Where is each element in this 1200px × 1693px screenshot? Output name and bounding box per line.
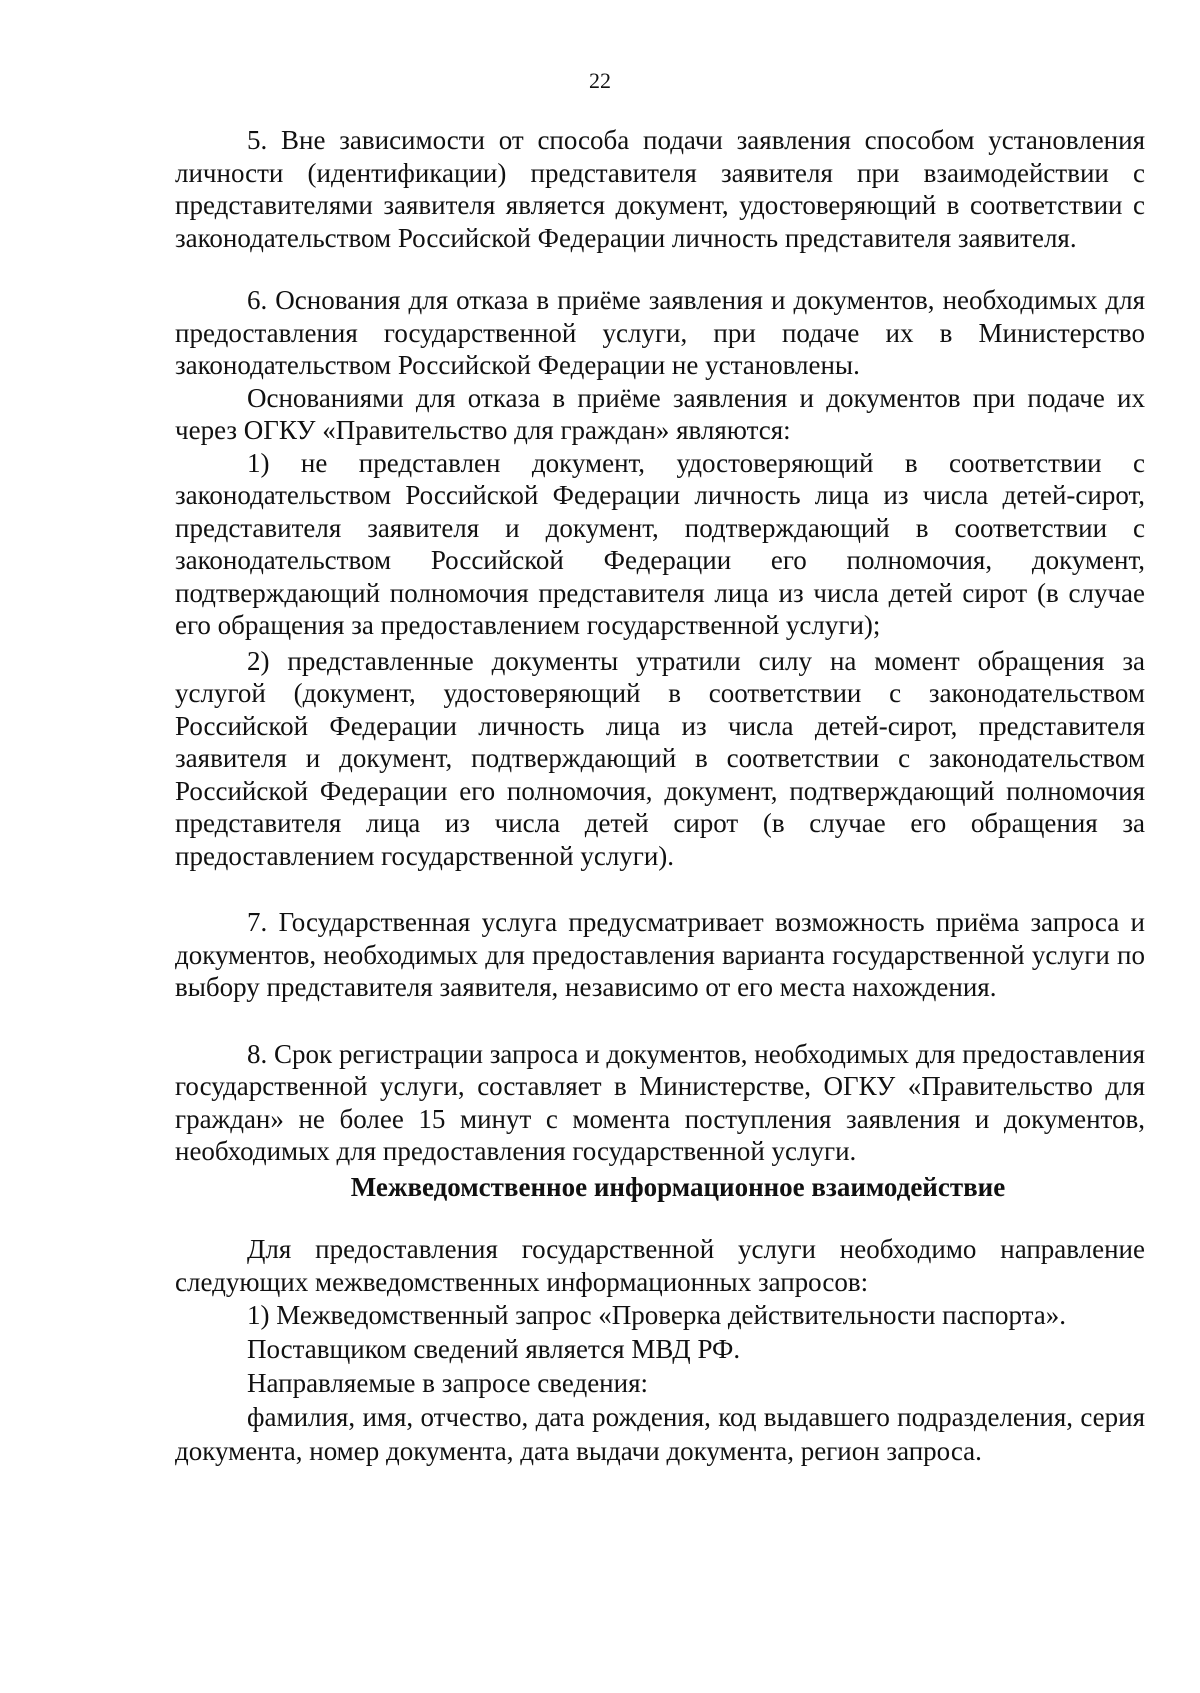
document-body [175, 124, 1145, 1468]
paragraph-9-item-1: 1) Межведомственный запрос «Проверка действительности паспорта». [247, 1300, 1067, 1330]
paragraph-6-item-2: 2) представленные документы утратили силу на момент обращения за услугой (документ, удостоверяющий в соответствии с законодательством Российской Федерации личность лица из числа детей-сирот, представителя заявителя и документ, подтверждающий в соответствии с законодательством Российской Федерации его полномочия, документ, подтверждающий полномочия представителя лица из числа детей сирот (в случае его обращения за предоставлением государственной услуги). [175, 645, 1145, 871]
paragraph-9: Для предоставления государственной услуги необходимо направление следующих межведомственных информационных запросов: [175, 1234, 1145, 1297]
section-heading: Межведомственное информационное взаимодействие [350, 1171, 1006, 1202]
paragraph-9-provider: Поставщиком сведений является МВД РФ. [247, 1334, 741, 1364]
paragraph-6: 6. Основания для отказа в приёме заявления и документов, необходимых для предоставления государственной услуги, при подаче их в Министерство законодательством Российской Федерации не установлены. [175, 285, 1145, 380]
paragraph-8: 8. Срок регистрации запроса и документов, необходимых для предоставления государственной услуги, составляет в Министерстве, ОГКУ «Правительство для граждан» не более 15 минут с момента поступления заявления и документов, необходимых для предоставления государственной услуги. [175, 1038, 1145, 1166]
paragraph-6-item-1: 1) не представлен документ, удостоверяющий в соответствии с законодательством Российской Федерации личность лица из числа детей-сирот, представителя заявителя и документ, подтверждающий в соответствии с законодательством Российской Федерации его полномочия, документ, подтверждающий полномочия представителя лица из числа детей сирот (в случае его обращения за предоставлением государственной услуги); [175, 447, 1145, 640]
page-number: 22 [589, 68, 611, 93]
paragraph-5: 5. Вне зависимости от способа подачи заявления способом установления личности (идентификации) представителя заявителя при взаимодействии с представителями заявителя является документ, удостоверяющий в соответствии с законодательством Российской Федерации личность представителя заявителя. [175, 125, 1145, 253]
paragraph-6-grounds: Основаниями для отказа в приёме заявления и документов при подаче их через ОГКУ «Правительство для граждан» являются: [175, 382, 1145, 445]
paragraph-9-sent-data-label: Направляемые в запросе сведения: [247, 1368, 648, 1398]
paragraph-7: 7. Государственная услуга предусматривает возможность приёма запроса и документов, необходимых для предоставления варианта государственной услуги по выбору представителя заявителя, независимо от его места нахождения. [175, 907, 1145, 1002]
paragraph-9-sent-data: фамилия, имя, отчество, дата рождения, код выдавшего подразделения, серия документа, номер документа, дата выдачи документа, регион запроса. [175, 1402, 1145, 1466]
